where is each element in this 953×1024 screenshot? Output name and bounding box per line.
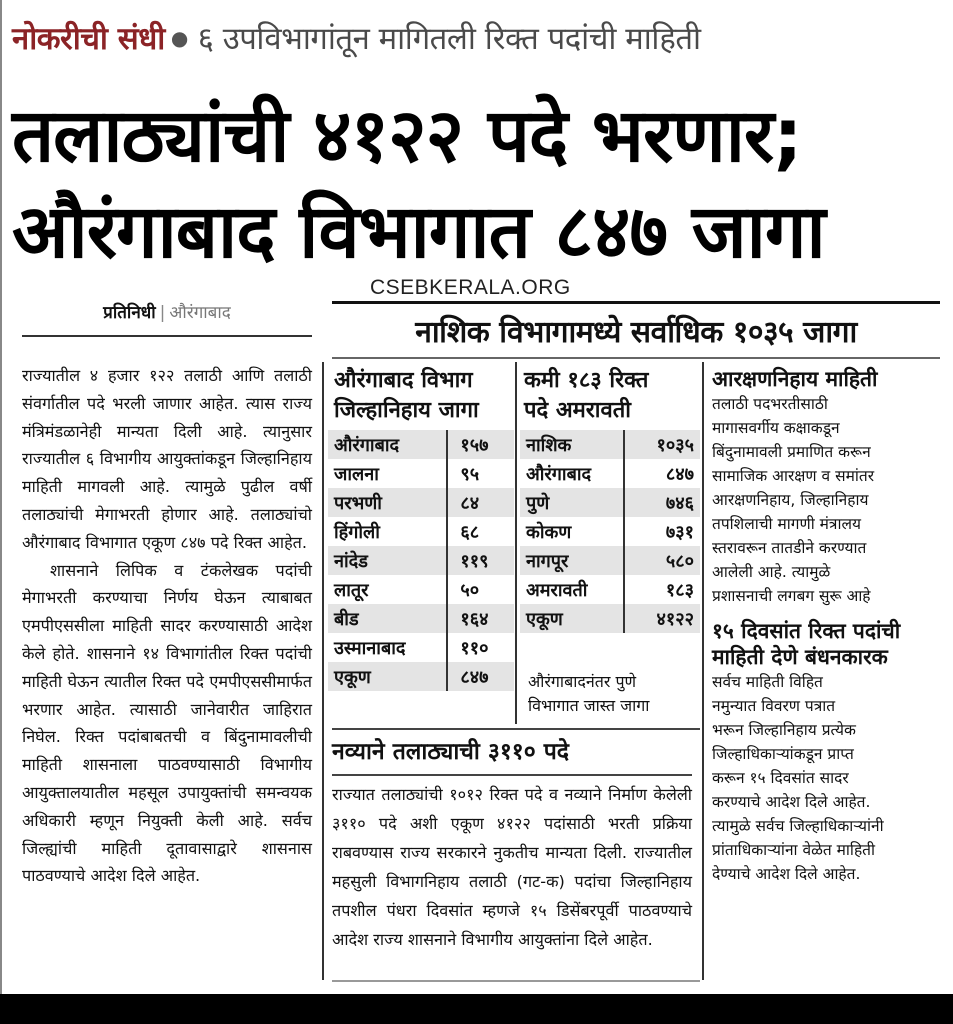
table-divider bbox=[515, 362, 517, 724]
division-table bbox=[520, 430, 700, 633]
table-row-total: एकूण ४१२२ bbox=[520, 604, 700, 633]
table-row: हिंगोली ६८ bbox=[328, 517, 514, 546]
table-row: कोकण ७३१ bbox=[520, 517, 700, 546]
subheadline-bar bbox=[332, 301, 940, 359]
byline-separator: | bbox=[159, 303, 166, 323]
table-row: बीड १६४ bbox=[328, 604, 514, 633]
table-row: परभणी ८४ bbox=[328, 488, 514, 517]
table-row: पुणे ७४६ bbox=[520, 488, 700, 517]
table-row: उस्मानाबाद ११० bbox=[328, 633, 514, 662]
headline-line-2: औरंगाबाद विभागात ८४७ जागा bbox=[12, 189, 825, 275]
column-divider bbox=[322, 362, 324, 980]
byline-author: प्रतिनिधी bbox=[103, 303, 156, 323]
deadline-heading: १५ दिवसांत रिक्त पदांची bbox=[712, 619, 901, 643]
article-paragraph: राज्यातील ४ हजार १२२ तलाठी आणि तलाठी संवर्गातील पदे भरली जाणार आहेत. त्यास राज्य मंत्रिमंडळानेही मान्यता दिली आहे. त्यानुसार राज्यातील ६ विभागीय आयुक्तांकडून जिल्हानिहाय माहिती मागवली आहे. त्यामुळे पुढील वर्षी तलाठ्यांची मेगाभरती होणार आहे. तलाठ्यांचो औरंगाबाद विभागात एकूण ८४७ पदे रिक्त आहेत. bbox=[22, 366, 312, 552]
headline-line-1: तलाठ्यांची ४१२२ पदे भरणार; bbox=[12, 93, 802, 179]
subheadline: नाशिक विभागामध्ये सर्वाधिक १०३५ जागा bbox=[415, 315, 857, 350]
byline-place: औरंगाबाद bbox=[169, 303, 231, 323]
aurangabad-table-title: औरंगाबाद विभाग जिल्हानिहाय जागा bbox=[334, 368, 479, 423]
kicker-label: नोकरीची संधी bbox=[12, 21, 165, 57]
division-table-title: कमी १८३ रिक्त पदे अमरावती bbox=[524, 368, 649, 423]
bullet-icon: ● bbox=[170, 26, 188, 50]
table-row: नांदेड ११९ bbox=[328, 546, 514, 575]
table-row: लातूर ५० bbox=[328, 575, 514, 604]
table-row: जालना ९५ bbox=[328, 459, 514, 488]
table-row: औरंगाबाद १५७ bbox=[328, 430, 514, 459]
reservation-heading: आरक्षणनिहाय माहिती bbox=[712, 367, 878, 391]
deadline-heading-line-2: माहिती देणे बंधनकारक bbox=[712, 645, 888, 669]
watermark: CSEBKERALA.ORG bbox=[370, 276, 571, 299]
new-posts-body: राज्यात तलाठ्यांची १०१२ रिक्त पदे व नव्याने निर्माण केलेली ३११० पदे अशी एकूण ४१२२ पदांसाठी भरती प्रक्रिया राबवण्यास राज्य सरकारने नुकतीच मान्यता दिली. राज्यातील महसुली विभागनिहाय तलाठी (गट-क) पदांचा जिल्हानिहाय तपशील पंधरा दिवसांत म्हणजे १५ डिसेंबरपूर्वी पाठवण्याचे आदेश राज्य शासनाने विभागीय आयुक्तांना दिले आहेत. bbox=[332, 774, 692, 954]
table-row: नाशिक १०३५ bbox=[520, 430, 700, 459]
byline bbox=[22, 300, 312, 337]
new-posts-heading: नव्याने तलाठ्याची ३११० पदे bbox=[332, 728, 700, 766]
table-row: नागपूर ५८० bbox=[520, 546, 700, 575]
table-row: औरंगाबाद ८४७ bbox=[520, 459, 700, 488]
division-table-note: औरंगाबादनंतर पुणे विभागात जास्त जागा bbox=[528, 672, 650, 715]
table-row-total: एकूण ८४७ bbox=[328, 662, 514, 691]
column-divider bbox=[702, 362, 704, 980]
kicker-line bbox=[12, 8, 947, 68]
article-left-column bbox=[22, 362, 312, 890]
kicker-text: ६ उपविभागांतून मागितली रिक्त पदांची माहिती bbox=[197, 21, 701, 57]
aurangabad-district-table bbox=[328, 430, 514, 691]
section-rule bbox=[332, 980, 700, 982]
article-paragraph: शासनाने लिपिक व टंकलेखक पदांची मेगाभरती करण्याचा निर्णय घेऊन त्याबाबत एमपीएससीला माहिती सादर करण्यासाठी आदेश केले होते. शासनाने १४ विभागांतील रिक्त पदांची माहिती घेऊन त्यातील रिक्त पदे एमपीएससीमार्फत भरणार आहेत. त्यासाठी जानेवारीत जाहिरात निघेल. रिक्त पदांबाबतची व बिंदुनामावलीची माहिती शासनाला पाठवण्यासाठी विभागीय आयुक्तालयातील महसूल उपायुक्तांची समन्वयक अधिकारी म्हणून नियुक्ती केली आहे. सर्वच जिल्ह्यांची माहिती दूतावासाद्वारे शासनास पाठवण्याचे आदेश दिले आहेत. bbox=[22, 560, 312, 886]
article-right-column: आरक्षणनिहाय माहिती तलाठी पदभरतीसाठी मागासवर्गीय कक्षाकडून बिंदुनामावली प्रमाणित करून सामाजिक आरक्षण व समांतर आरक्षणनिहाय, जिल्हानिहाय तपशिलाची मागणी मंत्रालय स्तरावरून तातडीने करण्यात आलेली आहे. त्यामुळे प्रशासनाची लगबग सुरू आहे १५ दिवसांत रिक्त पदांची माहिती देणे बंधनकारक सर्वच माहिती विहित नमुन्यात विवरण पत्रात भरून जिल्हानिहाय प्रत्येक जिल्हाधिकाऱ्यांकडून प्राप्त करून १५ दिवसांत सादर करण्याचे आदेश दिले आहेत. त्यामुळे सर्वच जिल्हाधिकाऱ्यांनी प्रांताधिकाऱ्यांना वेळेत माहिती देण्याचे आदेश दिले आहेत. bbox=[712, 366, 944, 886]
table-row: अमरावती १८३ bbox=[520, 575, 700, 604]
